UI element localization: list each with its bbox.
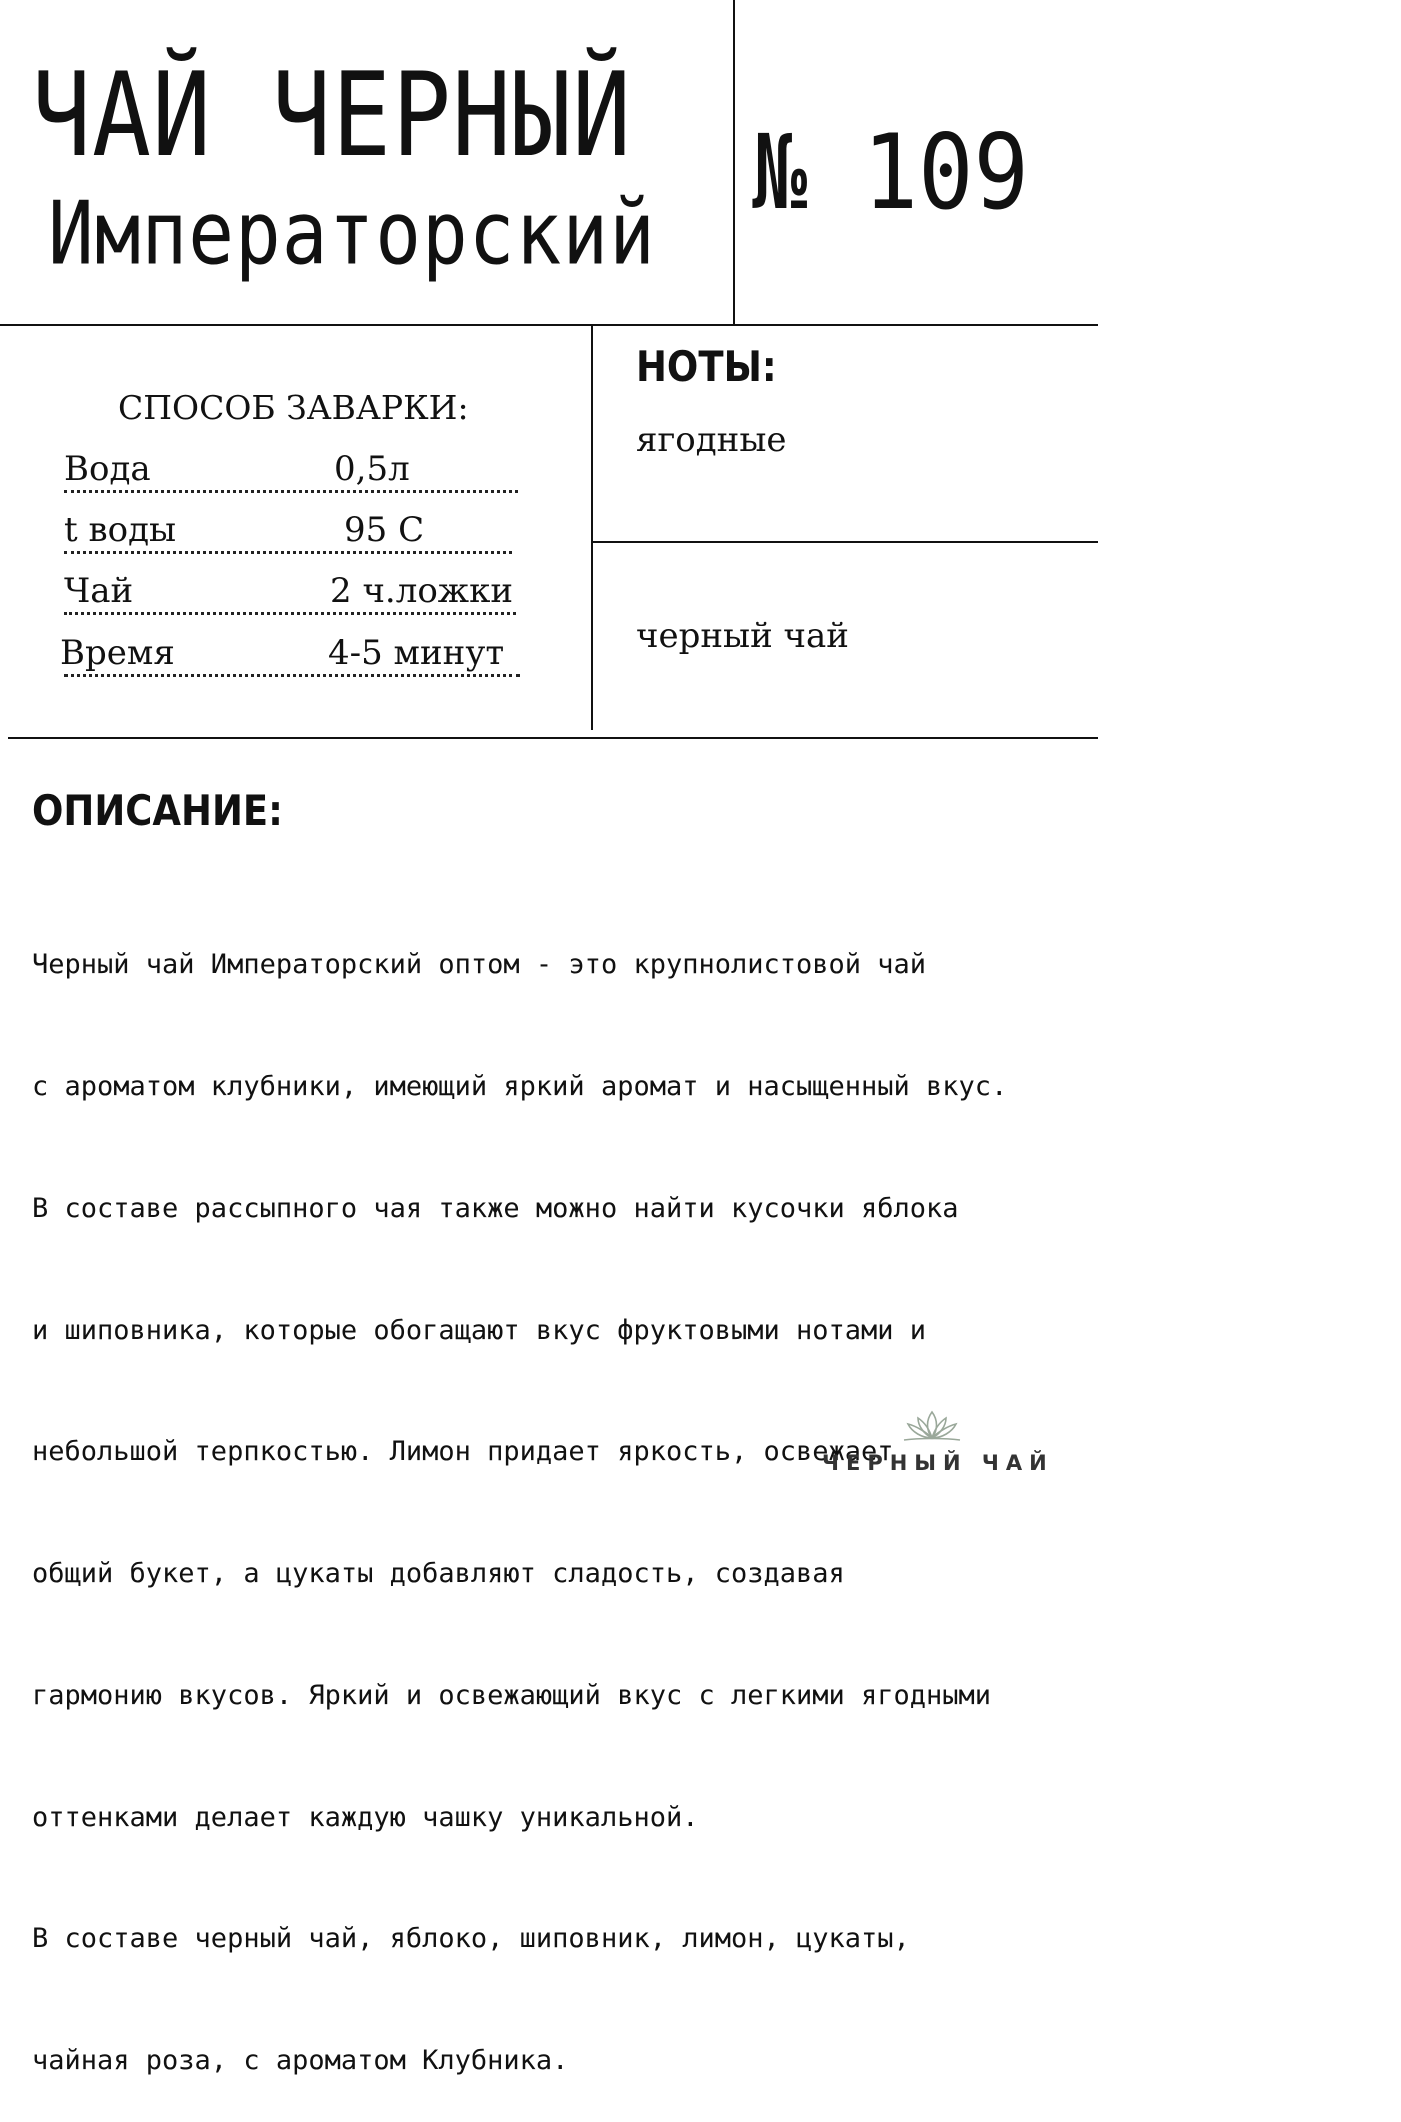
notes-primary: ягодные <box>636 420 787 460</box>
description-line: чайная роза, с ароматом Клубника. <box>32 2045 569 2077</box>
description-heading: ОПИСАНИЕ: <box>32 786 283 835</box>
title-vertical-divider <box>733 0 735 326</box>
brew-row-tea-label: Чай <box>64 571 134 611</box>
notes-heading: НОТЫ: <box>636 342 777 391</box>
brew-row-time-dots <box>64 674 520 677</box>
notes-horizontal-divider <box>593 541 1098 543</box>
description-line: небольшой терпкостью. Лимон придает яркость, освежает <box>32 1436 894 1468</box>
brew-row-temp-label: t воды <box>64 510 177 550</box>
brew-row-water-label: Вода <box>64 449 151 489</box>
brew-row-time-label: Время <box>60 633 175 673</box>
brew-row-tea-value: 2 ч.ложки <box>330 571 513 611</box>
brew-row-time-value: 4-5 минут <box>328 633 505 673</box>
section-bottom-divider <box>8 737 1098 739</box>
description-line: с ароматом клубники, имеющий яркий аромат и насыщенный вкус. <box>32 1070 1008 1102</box>
description-line: В составе черный чай, яблоко, шиповник, лимон, цукаты, <box>32 1923 910 1955</box>
notes-secondary: черный чай <box>636 616 849 656</box>
description-line: оттенками делает каждую чашку уникальной. <box>32 1801 699 1833</box>
brew-row-temp-value: 95 С <box>344 510 425 550</box>
brew-row-water-value: 0,5л <box>334 449 410 489</box>
description-line: Черный чай Императорский оптом - это крупнолистовой чай <box>32 949 927 981</box>
description-line: В составе рассыпного чая также можно найти кусочки яблока <box>32 1192 959 1224</box>
description-line: гармонию вкусов. Яркий и освежающий вкус с легкими ягодными <box>32 1679 992 1711</box>
title-horizontal-divider <box>0 324 1098 326</box>
description-line: общий букет, а цукаты добавляют сладость, создавая <box>32 1558 845 1590</box>
product-number: № 109 <box>752 113 1029 233</box>
brewing-vertical-divider <box>591 326 593 730</box>
brew-row-temp-dots <box>64 551 512 554</box>
brand-name: ЧЕРНЫЙ ЧАЙ <box>822 1451 1054 1475</box>
brew-row-water-dots <box>64 490 518 493</box>
product-title-line1: ЧАЙ ЧЕРНЫЙ <box>32 48 633 184</box>
description-line: и шиповника, которые обогащают вкус фруктовыми нотами и <box>32 1314 927 1346</box>
brew-row-tea-dots <box>64 612 516 615</box>
product-title-line2: Императорский <box>48 181 656 285</box>
lotus-icon <box>898 1408 966 1444</box>
description-body <box>32 864 1082 2122</box>
brewing-heading: СПОСОБ ЗАВАРКИ: <box>118 388 469 427</box>
